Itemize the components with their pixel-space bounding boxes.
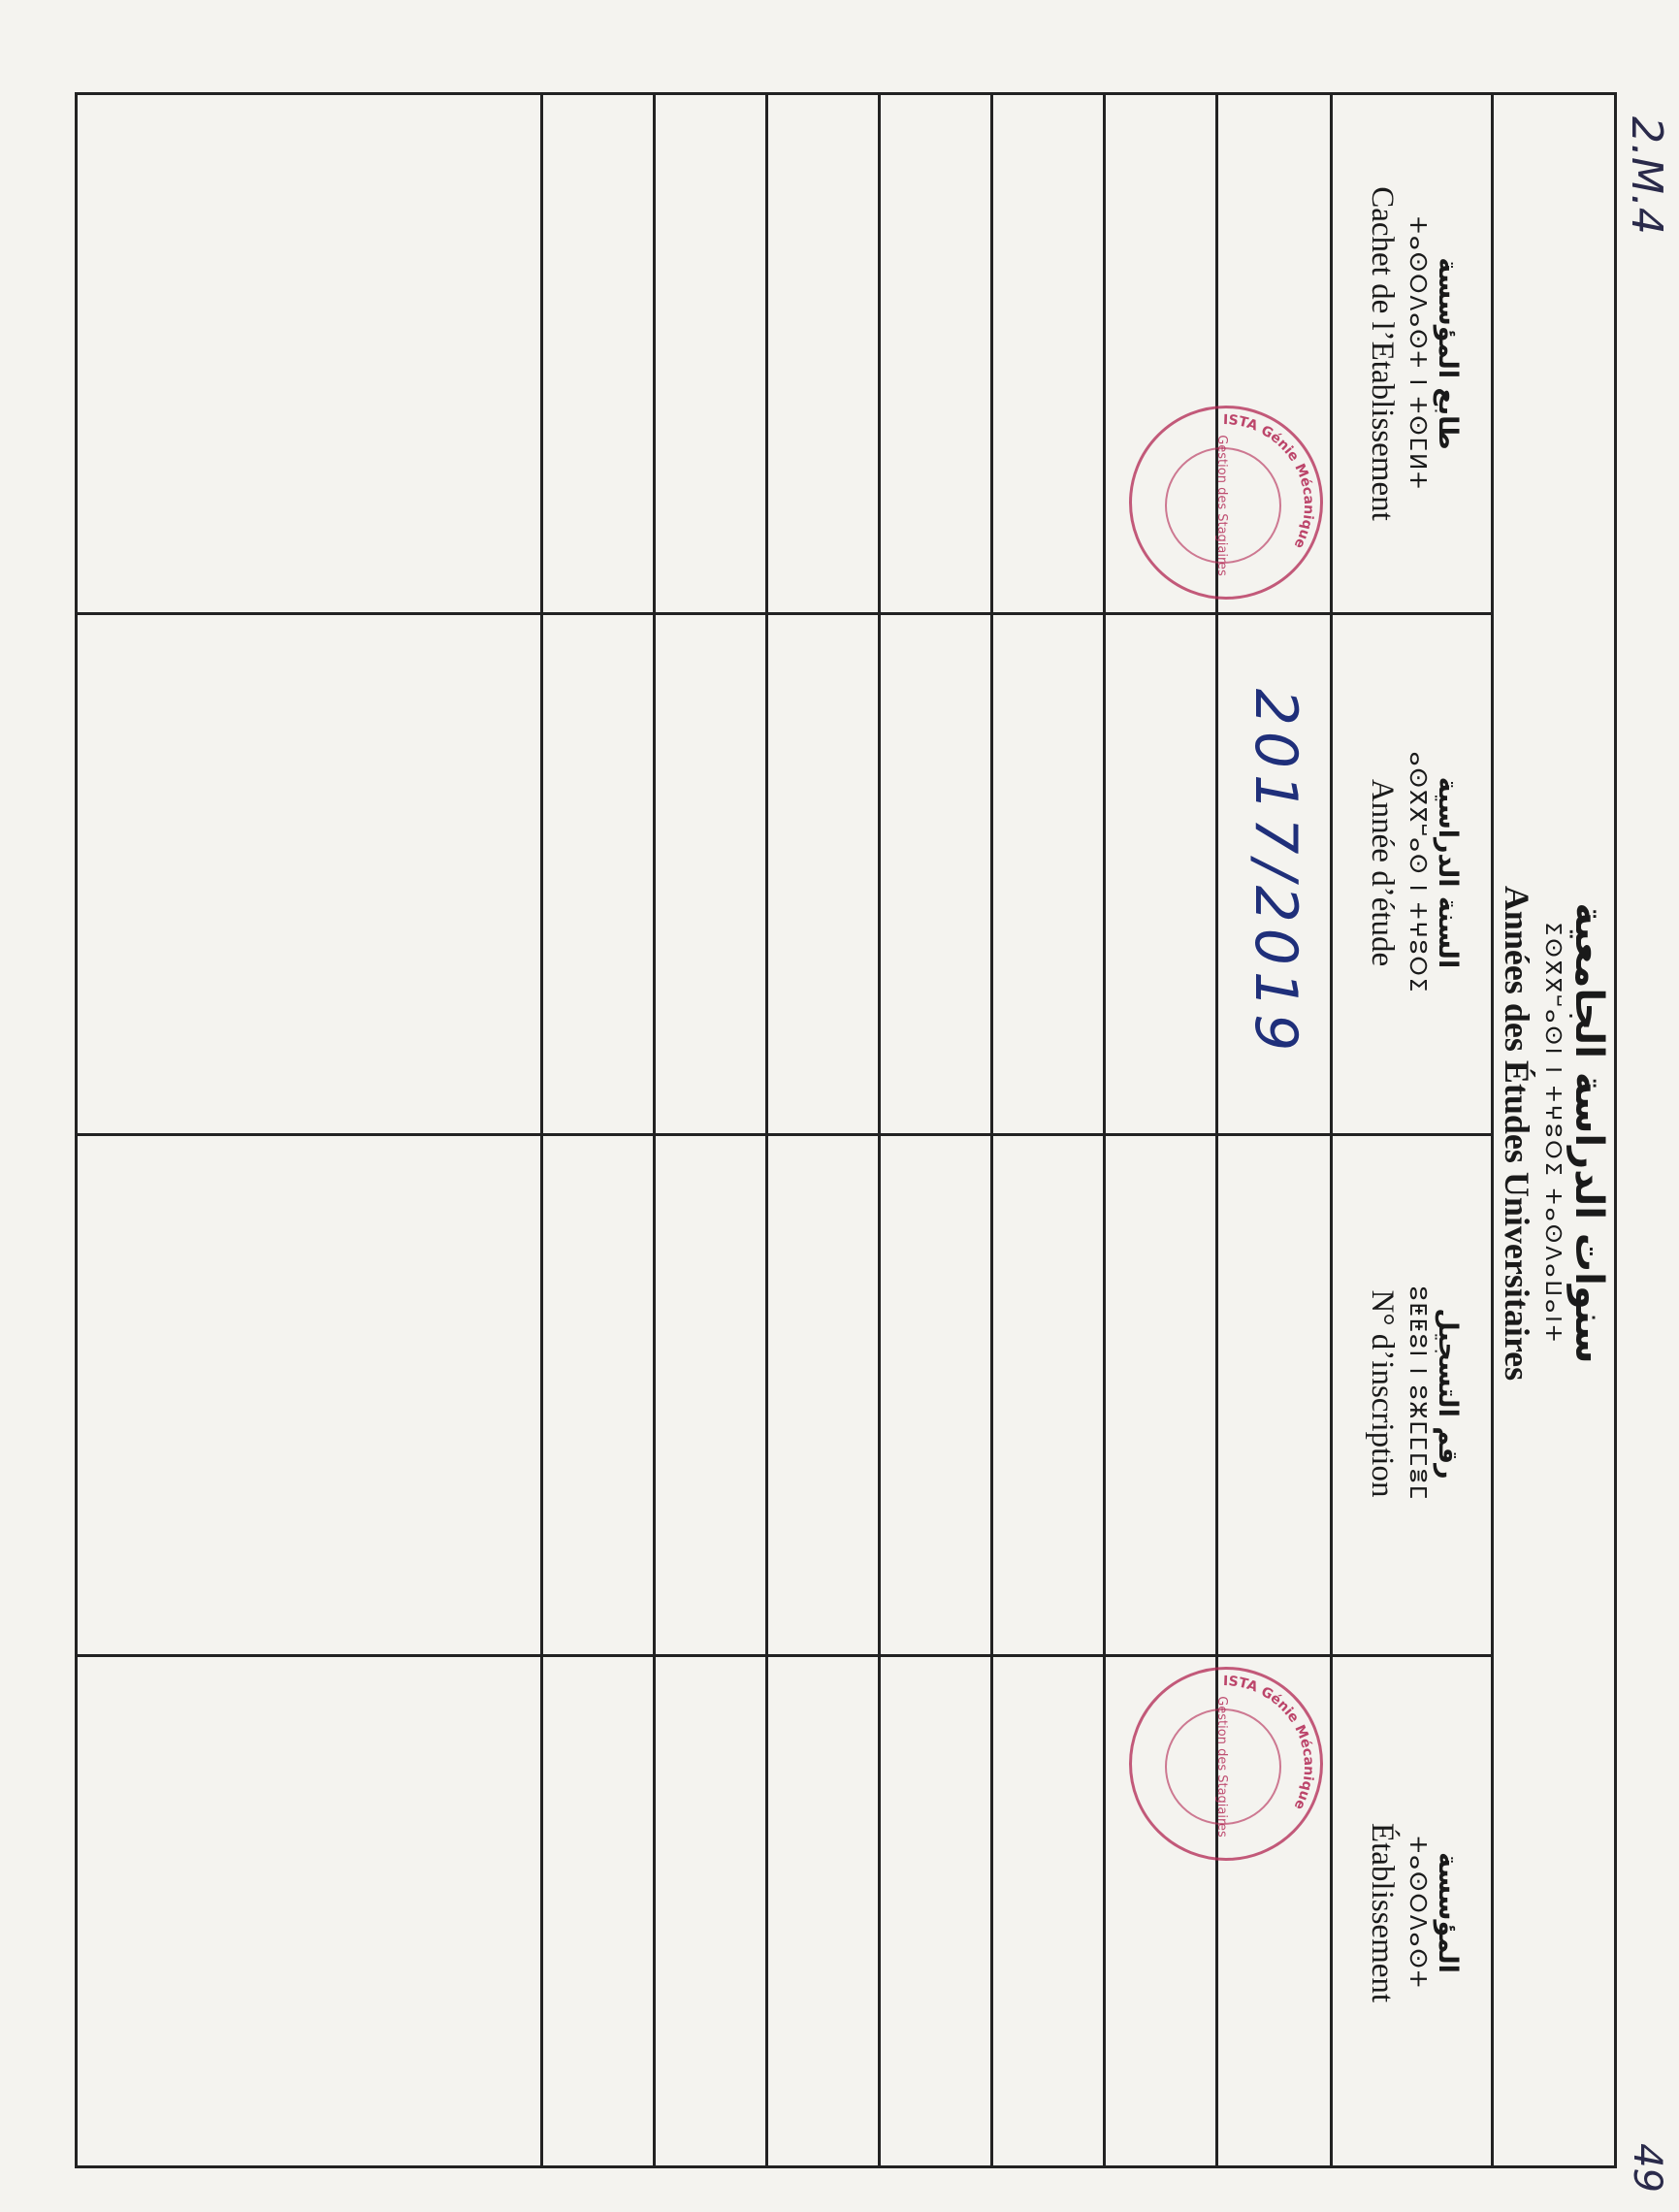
stamp-cachet-text: ISTA Génie Mécanique [1222,411,1317,551]
header-year-french: Année d’étude [1365,778,1401,967]
title-tifinagh-main: ⵉⵙⴳⴳⵯⴰⵙⵏ ⵏ ⵜⵖⵓⵔⵉ ⵜⴰⵙⴷⴰⵡⴰⵏⵜ [1539,922,1565,1345]
header-year-tifinagh: ⴰⵙⴳⴳⵯⴰⵙ ⵏ ⵜⵖⵓⵔⵉ [1405,751,1431,994]
title-french: Années des Études Universitaires [1498,885,1537,1382]
header-inscription [1333,1133,1494,1654]
header-stamp-tifinagh: ⵜⴰⵙⵔⴷⴰⵙⵜ ⵏ ⵜⵙⵎⵍⵜ [1405,216,1431,491]
row-1-year [1218,612,1333,1133]
studies-table [75,92,1617,2168]
stamp-establishment-inner: Gestion des Stagiaires [1214,1696,1229,1838]
header-inscription-tifinagh: ⵓⵟⵟⵓⵏ ⵏ ⵓⵣⵎⵎⵎⴻⵎ [1405,1285,1431,1502]
header-year [1333,612,1494,1133]
header-establishment-french: Établissement [1365,1822,1401,2003]
header-stamp-arabic: طابع المؤسسة [1433,257,1464,450]
stamp-establishment [1129,1667,1323,1861]
header-inscription-arabic: رقم التسجيل [1433,1308,1464,1480]
svg-text:ISTA Génie Mécanique [1223,412,1316,551]
header-year-arabic: السنة الدراسية [1433,776,1464,969]
stamp-cachet [1129,406,1323,600]
header-stamp-french: Cachet de l’Etablissement [1365,186,1401,521]
stamp-cachet-inner: Gestion des Stagiaires [1214,435,1229,576]
stamp-establishment-text: ISTA Génie Mécanique [1222,1673,1317,1812]
page-number: 49 [1625,2143,1669,2193]
title-sub-block [1494,95,1614,2171]
margin-note: 2.M.4 [1622,116,1671,235]
header-inscription-french: N° d’inscription [1365,1289,1401,1498]
header-establishment-arabic: المؤسسة [1433,1852,1464,1973]
title-secondary [1625,92,1679,2168]
title-arabic: سنوات الدراسة الجامعية [1566,902,1611,1364]
header-establishment [1333,1654,1494,2171]
svg-text:ISTA Génie Mécanique [1223,1674,1316,1812]
row-1-year-value: 2017/2019 [1242,688,1309,1057]
header-stamp [1333,95,1494,612]
header-establishment-tifinagh: ⵜⴰⵙⵔⴷⴰⵙⵜ [1405,1836,1431,1990]
